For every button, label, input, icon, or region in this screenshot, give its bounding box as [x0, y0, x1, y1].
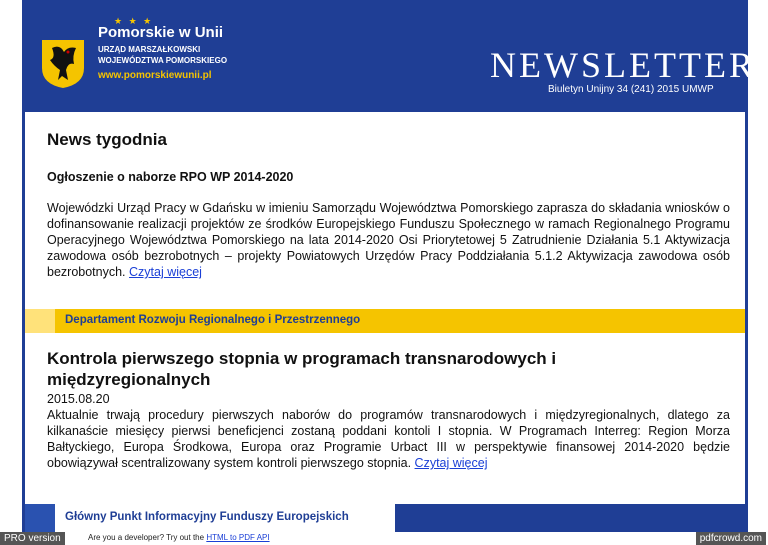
- brand-line-1: URZĄD MARSZAŁKOWSKI: [98, 45, 201, 54]
- html-to-pdf-api-link[interactable]: HTML to PDF API: [206, 533, 270, 542]
- info-point-banner-accent: [25, 504, 55, 532]
- info-point-banner-label: Główny Punkt Informacyjny Funduszy Europejskich: [65, 511, 349, 523]
- newsletter-title: NEWSLETTER: [490, 45, 756, 85]
- article-body-control: [47, 407, 730, 471]
- eu-stars: ★ ★ ★: [114, 16, 154, 26]
- issue-label: Biuletyn Unijny 34 (241) 2015 UMWP: [548, 84, 714, 95]
- pomorskie-logo[interactable]: [32, 16, 228, 96]
- article-date: 2015.08.20: [47, 392, 110, 406]
- article-title-rpo: Ogłoszenie o naborze RPO WP 2014-2020: [47, 170, 294, 184]
- pro-version-badge[interactable]: PRO version: [0, 532, 65, 545]
- article-body-rpo-text: Wojewódzki Urząd Pracy w Gdańsku w imieniu Samorządu Województwa Pomorskiego zaprasza do składania wniosków o dofinansowanie realizacji projektów ze środków Europejskiego Funduszu Społecznego w ramach Regionalnego Programu Operacyjnego Województwa Pomorskiego na lata 2014-2020 Osi Priorytetowej 5 Zatrudnienie Działania 5.1 Aktywizacja zawodowa osób bezrobotnych – projekty Powiatowych Urzędów Pracy Poddziałania 5.1.2 Aktywizacja zawodowa osób bezrobotnych.: [47, 201, 730, 279]
- department-banner: [25, 309, 745, 333]
- article-title-control: Kontrola pierwszego stopnia w programach transnarodowych i międzyregionalnych: [47, 349, 557, 389]
- pdf-footer: [0, 532, 768, 545]
- developer-promo-text: Are you a developer? Try out the: [88, 533, 205, 542]
- griffin-emblem-icon: [38, 34, 88, 90]
- read-more-link-rpo[interactable]: Czytaj więcej: [129, 265, 202, 279]
- pdfcrowd-badge[interactable]: pdfcrowd.com: [696, 532, 766, 545]
- developer-promo: [88, 533, 270, 542]
- section-heading-news: News tygodnia: [47, 130, 167, 149]
- department-banner-accent: [25, 309, 55, 333]
- department-banner-label: Departament Rozwoju Regionalnego i Przestrzennego: [65, 314, 361, 326]
- info-point-banner: [25, 504, 745, 532]
- brand-subtitle: [98, 44, 227, 66]
- newsletter-header: [22, 0, 756, 110]
- brand-url-link[interactable]: www.pomorskiewunii.pl: [98, 70, 212, 81]
- newsletter-frame: [22, 0, 756, 545]
- newsletter-content: [25, 112, 745, 532]
- article-body-rpo: [47, 200, 730, 280]
- article-body-control-text: Aktualnie trwają procedury pierwszych naborów do programów transnarodowych i międzyregionalnych, dlatego za kilkanaście miesięcy pierwsi beneficjenci zostaną poddani kontoli I stopnia. W Programach Interreg: Region Morza Bałtyckiego, Europa Środkowa, Europa oraz Programie Urbact III w perspektywie finansowej 2014-2020 będzie obowiązywał scentralizowany system kontroli pierwszego stopnia.: [47, 408, 730, 470]
- read-more-link-control[interactable]: Czytaj więcej: [414, 456, 488, 470]
- brand-line-2: WOJEWÓDZTWA POMORSKIEGO: [98, 56, 228, 65]
- brand-name: Pomorskie w Unii: [98, 24, 224, 41]
